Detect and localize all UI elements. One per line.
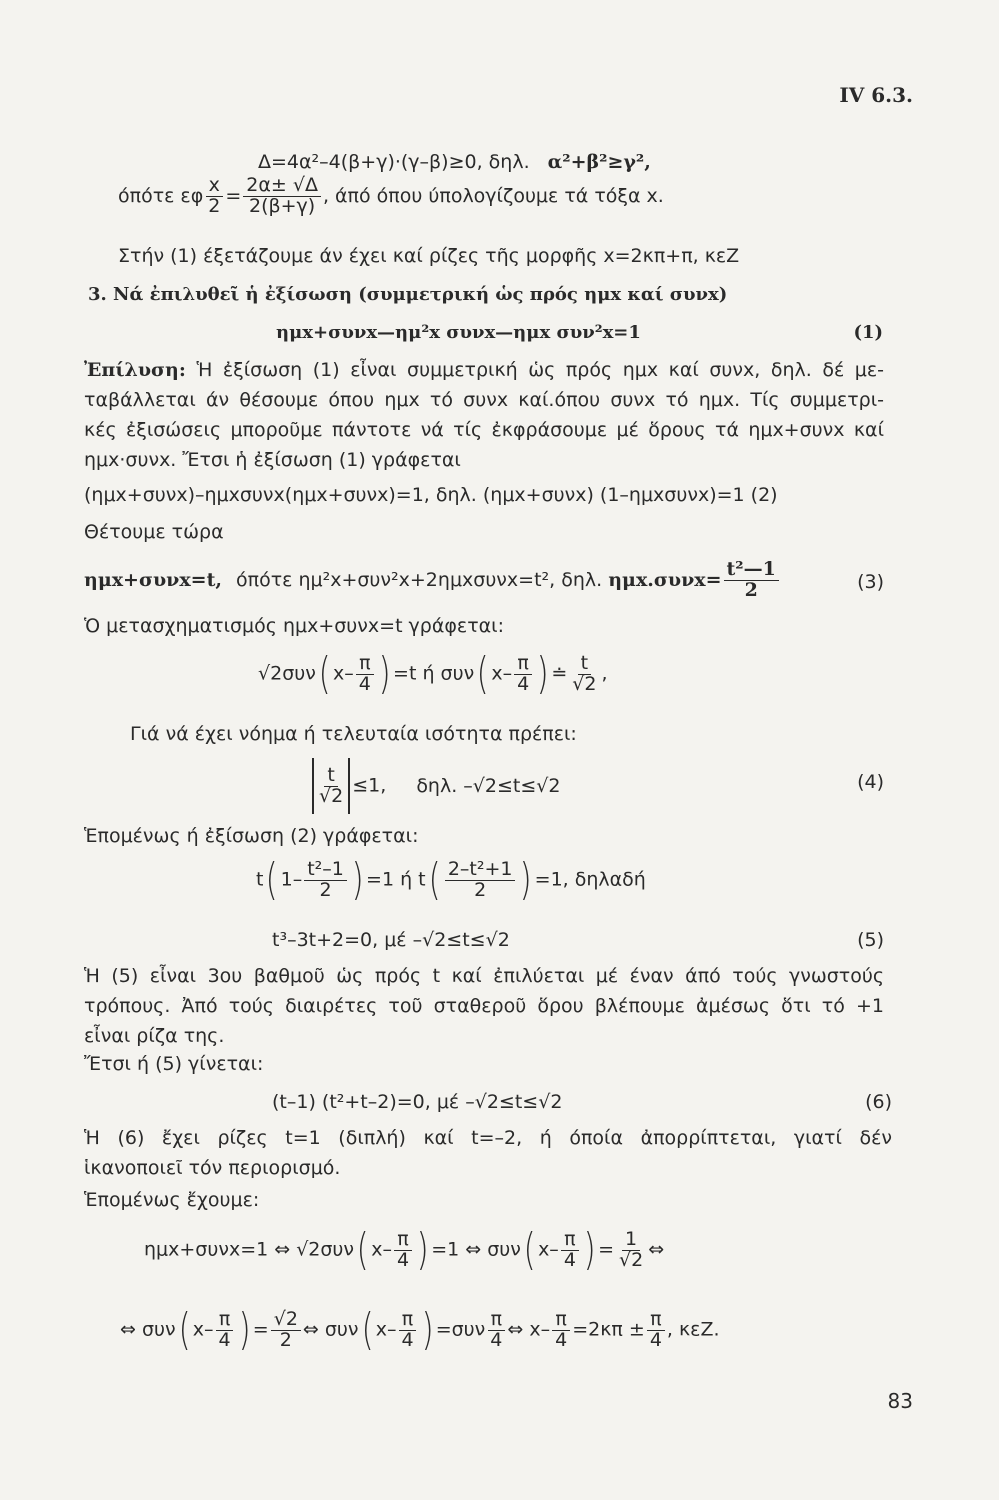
- text-line: Στήν (1) έξετάζουμε άν έχει καί ρίζες τῆς μορφῆς x=2κπ+π, κεZ: [118, 245, 740, 267]
- paragraph-line: ἱκανοποιεῖ τόν περιορισμό.: [84, 1157, 341, 1179]
- formula-line-2: όπότε εφ $\frac{x}{2}$ = $\frac{2\alpha\pm √\Delta}{2(\beta+\gamma)}$ , άπό όπου ύπολογίζουμε τά τόξα x.: [118, 174, 664, 217]
- paragraph-line: Ἑπομένως ἔχουμε:: [84, 1189, 260, 1211]
- solution-line-3: κές ἐξισώσεις μποροῦμε πάντοτε νά τίς ἐκφράσουμε μέ ὅρους τά ημx+συνx καί: [84, 419, 884, 441]
- equation-5-expanded: t( 1– $\frac{\text{t²–1}}{2}$ ) =1 ή t( $\frac{\text{2–t²+1}}{2}$ ) =1, δηλαδή: [256, 854, 646, 905]
- final-equation-1: ημx+συνx=1 ⇔ √2συν( x– $\frac{\pi}{4}$ ) =1 ⇔ συν( x– $\frac{\pi}{4}$ ) = $\frac{1}{√2}$ ⇔: [144, 1224, 665, 1275]
- equation-4: $\frac{t}{√2}$ ≤1, δηλ. –√2≤t≤√2 (4): [310, 758, 884, 814]
- paragraph-line: Ἡ (5) εἶναι 3ου βαθμοῦ ὡς πρός t καί ἐπιλύεται μέ έναν άπό τούς γνωστούς: [84, 965, 884, 987]
- fraction: $\frac{x}{2}$: [205, 176, 223, 217]
- solution-line-4: ημx·συνx. Ἔτσι ἡ ἐξίσωση (1) γράφεται: [84, 449, 461, 471]
- equation-2: (ημx+συνx)–ημxσυνx(ημx+συνx)=1, δηλ. (ημx+συνx) (1–ημxσυνx)=1 (2): [84, 484, 778, 506]
- formula-line-1: Δ=4α²–4(β+γ)·(γ–β)≥0, δηλ. α²+β²≥γ²,: [258, 151, 651, 173]
- fraction: $\frac{2\alpha\pm √\Delta}{2(\beta+\gamma)}$: [243, 176, 321, 217]
- text-line: Γιά νά έχει νόημα ή τελευταία ισότητα πρέπει:: [130, 723, 577, 745]
- paragraph-line: εἶναι ρίζα της.: [84, 1025, 225, 1047]
- page-number: 83: [887, 1389, 913, 1413]
- equation-3: ημx+συνx=t, όπότε ημ²x+συν²x+2ημxσυνx=t², δηλ. ημx.συνx= $\frac{\text{t²—1}}{2}$ (3): [84, 558, 884, 601]
- solution-line-1: Ἐπίλυση: Ἡ ἐξίσωση (1) εἶναι συμμετρική ὡς πρός ημx καί συνx, δηλ. δέ με-: [84, 359, 884, 381]
- fraction: $\frac{\text{t²—1}}{2}$: [724, 560, 779, 601]
- equation-transform: √2συν( x– $\frac{\pi}{4}$ ) =t ή συν( x– $\frac{\pi}{4}$ ) ≐ $\frac{t}{√2}$ ,: [258, 648, 608, 699]
- text-line: Θέτουμε τώρα: [84, 521, 224, 543]
- text-line: Ὁ μετασχηματισμός ημx+συνx=t γράφεται:: [84, 615, 504, 637]
- text-line: Ἑπομένως ή ἐξίσωση (2) γράφεται:: [84, 825, 419, 847]
- paragraph-line: Ἔτσι ή (5) γίνεται:: [84, 1053, 264, 1075]
- paragraph-line: Ἡ (6) ἔχει ρίζες t=1 (διπλή) καί t=–2, ή όποία ἀπορρίπτεται, γιατί δέν: [84, 1127, 892, 1149]
- section-number: IV 6.3.: [839, 83, 913, 107]
- solution-line-2: ταβάλλεται άν θέσουμε όπου ημx τό συνx καί.όπου συνx τό ημx. Τίς συμμετρι-: [84, 389, 884, 411]
- exercise-title: 3. Νά ἐπιλυθεῖ ἡ ἐξίσωση (συμμετρική ὡς πρός ημx καί συνx): [88, 284, 728, 305]
- final-equation-2: ⇔ συν( x– $\frac{\pi}{4}$ ) = $\frac{√2}{2}$ ⇔ συν( x– $\frac{\pi}{4}$ ) =συν $\frac{\pi}{4}$ ⇔ x– $\frac{\pi}{4}$ =2κπ ± $\frac{\pi}{4}$ , κεZ.: [120, 1304, 720, 1355]
- paragraph-line: τρόπους. Ἀπό τούς διαιρέτες τοῦ σταθεροῦ ὅρου βλέπουμε ἀμέσως ὅτι τό +1: [84, 995, 884, 1017]
